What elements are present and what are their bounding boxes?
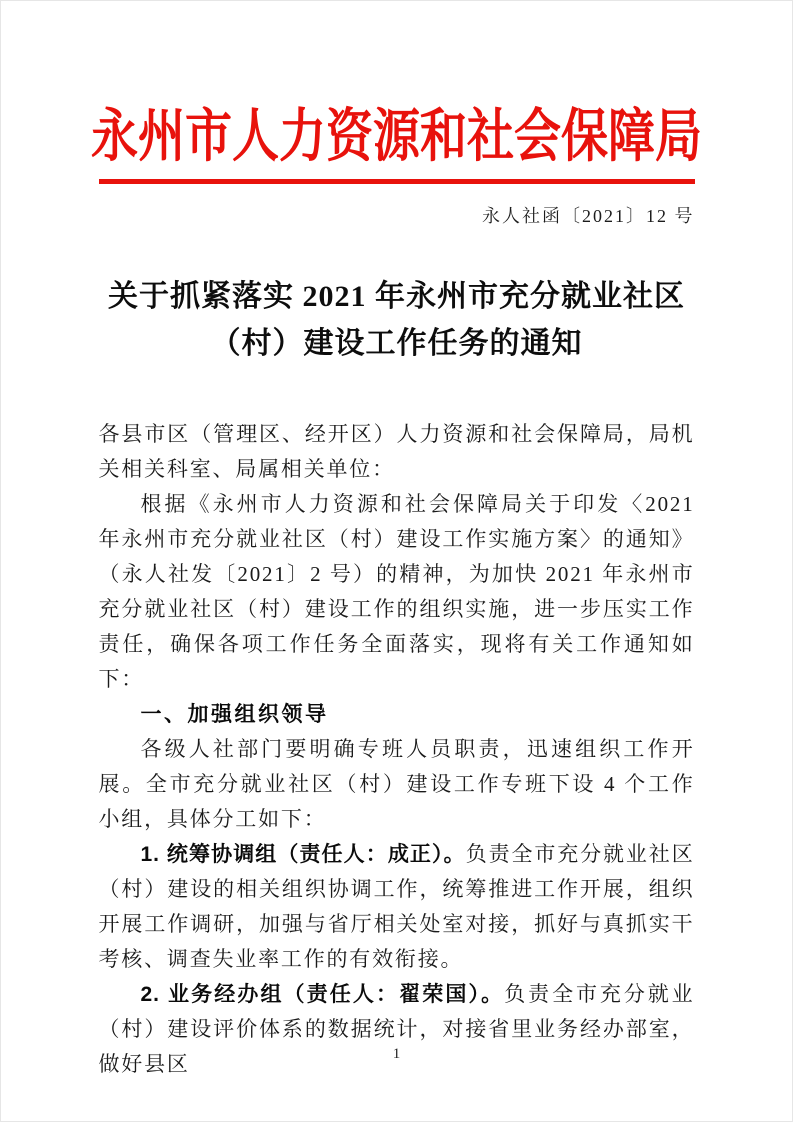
page-number: 1	[392, 1046, 401, 1062]
title-line-2: （村）建设工作任务的通知	[210, 327, 583, 360]
agency-name: 永州市人力资源和社会保障局	[91, 105, 702, 169]
paragraph-organization: 各级人社部门要明确专班人员职责，迅速组织工作开展。全市充分就业社区（村）建设工作专班下设 4 个工作小组，具体分工如下：	[98, 737, 695, 831]
group-2-duties: 负责全市充分就业（村）建设评价体系的数据统计，对接省里业务经办部室，做好县区	[98, 982, 695, 1076]
paragraph-group-2	[99, 977, 695, 1082]
paragraph-group-1	[99, 837, 695, 977]
document-number: 永人社函〔2021〕12 号	[482, 206, 695, 226]
letterhead	[1, 105, 792, 229]
section-heading-1: 一、加强组织领导	[140, 703, 329, 726]
salutation: 各县市区（管理区、经开区）人力资源和社会保障局，局机关相关科室、局属相关单位：	[98, 422, 695, 481]
document-title	[1, 273, 792, 367]
group-1-duties: 负责全市充分就业社区（村）建设的相关组织协调工作，统筹推进工作开展，组织开展工作调研，加强与省厅相关处室对接，抓好与真抓实干考核、调查失业率工作的有效衔接。	[98, 842, 695, 971]
letterhead-divider	[99, 179, 695, 184]
title-line-1: 关于抓紧落实 2021 年永州市充分就业社区	[108, 280, 685, 313]
group-2-lead: 2. 业务经办组（责任人：翟荣国）。	[140, 983, 505, 1006]
document-body	[99, 417, 695, 1082]
group-1-lead: 1. 统筹协调组（责任人：成正）。	[140, 843, 466, 866]
paragraph-basis: 根据《永州市人力资源和社会保障局关于印发〈2021 年永州市充分就业社区（村）建设工作实施方案〉的通知》（永人社发〔2021〕2 号）的精神，为加快 2021 年永州市充分就业社区（村）建设工作的组织实施，进一步压实工作责任，确保各项工作任务全面落实，现将有关工作通知如下：	[98, 492, 695, 691]
